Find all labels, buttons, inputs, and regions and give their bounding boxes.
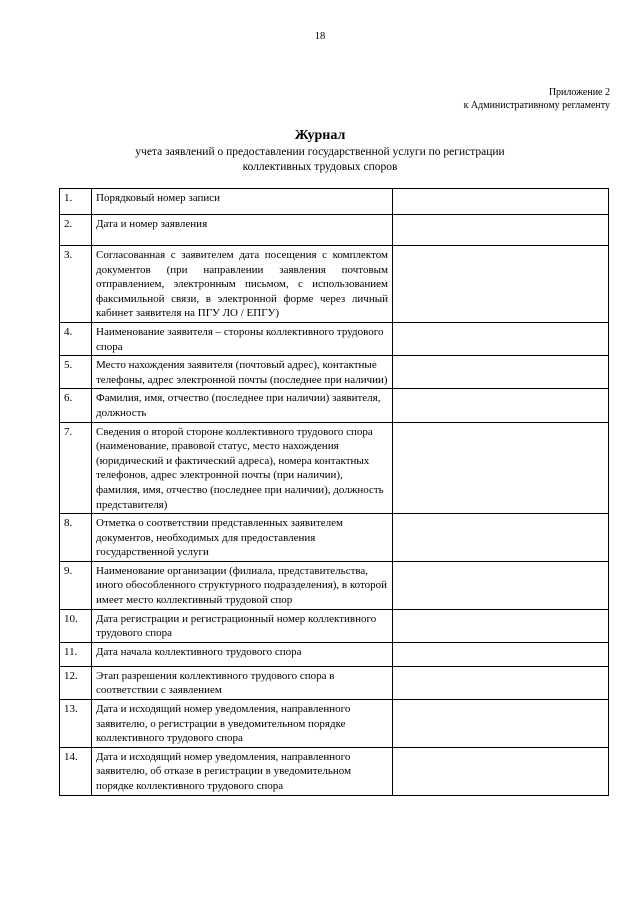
row-value-cell	[393, 246, 609, 323]
appendix-line-2: к Административному регламенту	[463, 100, 610, 111]
row-label: Дата и исходящий номер уведомления, направленного заявителю, об отказе в регистрации в уведомительном порядке коллективного трудового спора	[92, 747, 393, 795]
row-value-cell	[393, 356, 609, 389]
table-row	[60, 356, 609, 389]
row-value-cell	[393, 609, 609, 642]
row-label: Место нахождения заявителя (почтовый адрес), контактные телефоны, адрес электронной почты (последнее при наличии)	[92, 356, 393, 389]
row-number: 9.	[60, 561, 92, 609]
row-number: 8.	[60, 514, 92, 562]
row-label: Фамилия, имя, отчество (последнее при наличии) заявителя, должность	[92, 389, 393, 422]
row-label: Наименование заявителя – стороны коллективного трудового спора	[92, 322, 393, 355]
row-value-cell	[393, 666, 609, 699]
table-row	[60, 322, 609, 355]
row-value-cell	[393, 642, 609, 666]
row-number: 5.	[60, 356, 92, 389]
table-row	[60, 189, 609, 215]
table-row	[60, 561, 609, 609]
table-row	[60, 514, 609, 562]
row-label: Наименование организации (филиала, представительства, иного обособленного структурного подразделения), в которой имеет место коллективный трудовой спор	[92, 561, 393, 609]
row-number: 4.	[60, 322, 92, 355]
row-number: 13.	[60, 700, 92, 748]
row-value-cell	[393, 514, 609, 562]
row-number: 7.	[60, 422, 92, 514]
row-label: Дата и номер заявления	[92, 215, 393, 246]
row-label: Согласованная с заявителем дата посещения с комплектом документов (при направлении заявления почтовым отправлением, электронным письмом, с использованием факсимильной связи, в электронной форме через личный кабинет заявителя на ПГУ ЛО / ЕПГУ)	[92, 246, 393, 323]
row-number: 2.	[60, 215, 92, 246]
appendix-line-1: Приложение 2	[548, 87, 610, 98]
page-number: 18	[314, 31, 326, 42]
subtitle-line-2: коллективных трудовых споров	[242, 161, 398, 173]
row-number: 6.	[60, 389, 92, 422]
appendix-note	[464, 86, 610, 112]
row-value-cell	[393, 561, 609, 609]
row-label: Этап разрешения коллективного трудового спора в соответствии с заявлением	[92, 666, 393, 699]
row-number: 10.	[60, 609, 92, 642]
row-label: Дата и исходящий номер уведомления, направленного заявителю, о регистрации в уведомительном порядке коллективного трудового спора	[92, 700, 393, 748]
row-number: 14.	[60, 747, 92, 795]
row-label: Дата регистрации и регистрационный номер коллективного трудового спора	[92, 609, 393, 642]
row-label: Порядковый номер записи	[92, 189, 393, 215]
row-value-cell	[393, 700, 609, 748]
table-row	[60, 389, 609, 422]
document-title: Журнал	[294, 128, 346, 143]
row-label: Дата начала коллективного трудового спора	[92, 642, 393, 666]
row-number: 11.	[60, 642, 92, 666]
journal-table	[59, 188, 609, 796]
table-row	[60, 700, 609, 748]
table-row	[60, 666, 609, 699]
row-value-cell	[393, 189, 609, 215]
row-number: 3.	[60, 246, 92, 323]
row-number: 1.	[60, 189, 92, 215]
row-value-cell	[393, 747, 609, 795]
row-label: Отметка о соответствии представленных заявителем документов, необходимых для предоставления государственной услуги	[92, 514, 393, 562]
table-row	[60, 215, 609, 246]
table-row	[60, 609, 609, 642]
table-row	[60, 747, 609, 795]
row-value-cell	[393, 389, 609, 422]
row-value-cell	[393, 215, 609, 246]
document-subtitle	[0, 145, 640, 175]
row-label: Сведения о второй стороне коллективного трудового спора (наименование, правовой статус, место нахождения (юридический и фактический адреса), номера контактных телефонов, адрес электронной почты (при наличии), фамилия, имя, отчество (последнее при наличии), должность представителя)	[92, 422, 393, 514]
table-row	[60, 422, 609, 514]
row-number: 12.	[60, 666, 92, 699]
table-row	[60, 642, 609, 666]
row-value-cell	[393, 322, 609, 355]
row-value-cell	[393, 422, 609, 514]
table-row	[60, 246, 609, 323]
subtitle-line-1: учета заявлений о предоставлении государственной услуги по регистрации	[135, 146, 505, 158]
